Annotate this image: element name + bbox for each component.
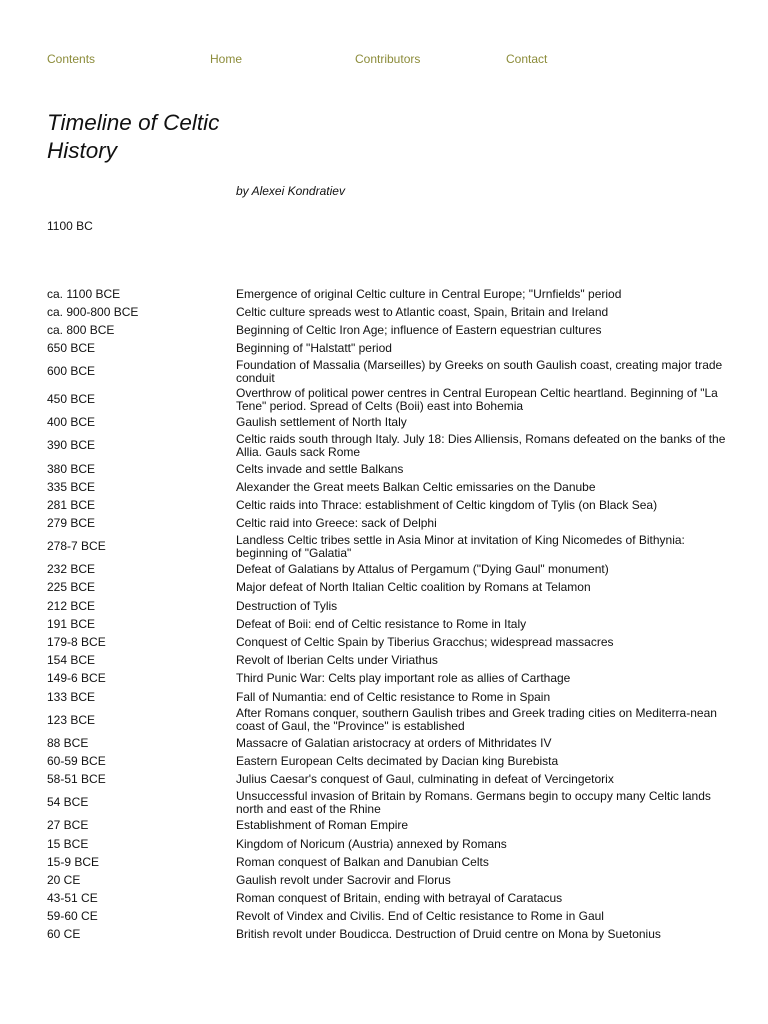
timeline-event: Overthrow of political power centres in Central European Celtic heartland. Beginning of "La Tene" period. Spread of Celts (Boii) east into Bohemia — [236, 385, 718, 413]
timeline-event: Unsuccessful invasion of Britain by Romans. Germans begin to occupy many Celtic lands north and east of the Rhine — [236, 788, 711, 816]
timeline-date: 335 BCE — [47, 479, 96, 494]
timeline-row — [45, 688, 735, 706]
timeline-event: Beginning of "Halstatt" period — [236, 341, 392, 356]
timeline-event: Defeat of Galatians by Attalus of Pergamum ("Dying Gaul" monument) — [236, 562, 609, 577]
timeline-date: 149-6 BCE — [47, 671, 106, 686]
timeline-date: 600 BCE — [47, 364, 96, 379]
timeline-event: Julius Caesar's conquest of Gaul, culminating in defeat of Vercingetorix — [236, 772, 614, 787]
timeline-row — [45, 340, 735, 358]
timeline-event: Conquest of Celtic Spain by Tiberius Gracchus; widespread massacres — [236, 635, 614, 650]
timeline-event: Fall of Numantia: end of Celtic resistance to Rome in Spain — [236, 689, 551, 704]
timeline-row — [45, 579, 735, 597]
timeline-event: Roman conquest of Britain, ending with betrayal of Caratacus — [236, 891, 563, 906]
nav-link-contributors[interactable]: Contributors — [355, 52, 421, 66]
timeline-event: Establishment of Roman Empire — [236, 818, 409, 833]
timeline-row — [45, 414, 735, 432]
timeline-row — [45, 358, 735, 386]
timeline-date: 380 BCE — [47, 461, 96, 476]
timeline-date: ca. 1100 BCE — [47, 286, 121, 301]
timeline-date: 279 BCE — [47, 516, 96, 531]
timeline-date: 232 BCE — [47, 562, 96, 577]
timeline-date: ca. 800 BCE — [47, 322, 115, 337]
timeline-date: 278-7 BCE — [47, 539, 106, 554]
timeline-date: 191 BCE — [47, 616, 96, 631]
timeline-event: Defeat of Boii: end of Celtic resistance to Rome in Italy — [236, 616, 527, 631]
timeline-date: 281 BCE — [47, 497, 96, 512]
timeline-row — [45, 460, 735, 478]
timeline-event: Destruction of Tylis — [236, 598, 338, 613]
timeline-row — [45, 890, 735, 908]
timeline-date: 225 BCE — [47, 580, 96, 595]
timeline-event: Celtic raids south through Italy. July 18: Dies Alliensis, Romans defeated on the banks of the Allia. Gauls sack Rome — [236, 431, 726, 459]
timeline-row — [45, 652, 735, 670]
timeline-row — [45, 561, 735, 579]
timeline-date: 27 BCE — [47, 818, 89, 833]
timeline-date: 60-59 BCE — [47, 753, 106, 768]
nav-link-home[interactable]: Home — [210, 52, 243, 66]
timeline-date: ca. 900-800 BCE — [47, 304, 139, 319]
timeline-event: Foundation of Massalia (Marseilles) by Greeks on south Gaulish coast, creating major trade conduit — [236, 357, 723, 385]
timeline-row — [45, 633, 735, 651]
timeline-date: 179-8 BCE — [47, 635, 106, 650]
timeline-event: Roman conquest of Balkan and Danubian Celts — [236, 854, 489, 869]
era-heading: 1100 BC — [47, 219, 93, 233]
timeline-date: 60 CE — [47, 927, 81, 942]
timeline-row — [45, 752, 735, 770]
timeline-date: 450 BCE — [47, 392, 96, 407]
timeline-row — [45, 835, 735, 853]
timeline-row — [45, 496, 735, 514]
timeline-row — [45, 515, 735, 533]
timeline-date: 58-51 BCE — [47, 772, 106, 787]
timeline-event: Third Punic War: Celts play important role as allies of Carthage — [236, 671, 571, 686]
timeline-event: Celtic culture spreads west to Atlantic coast, Spain, Britain and Ireland — [236, 304, 609, 319]
timeline-event: Kingdom of Noricum (Austria) annexed by Romans — [236, 836, 507, 851]
timeline-row — [45, 908, 735, 926]
timeline-event: Celts invade and settle Balkans — [236, 461, 404, 476]
timeline-date: 650 BCE — [47, 341, 96, 356]
timeline-row — [45, 853, 735, 871]
timeline-body — [45, 285, 735, 944]
timeline-date: 54 BCE — [47, 795, 89, 810]
timeline-event: Celtic raid into Greece: sack of Delphi — [236, 516, 437, 531]
nav-link-contents[interactable]: Contents — [47, 52, 96, 66]
timeline-date: 400 BCE — [47, 415, 96, 430]
timeline-row — [45, 285, 735, 303]
timeline-event: After Romans conquer, southern Gaulish tribes and Greek trading cities on Mediterra-nean coast of Gaul, the "Province" is established — [236, 706, 717, 734]
timeline-date: 123 BCE — [47, 712, 96, 727]
timeline-row — [45, 321, 735, 339]
timeline-date: 20 CE — [47, 872, 81, 887]
timeline-event: Revolt of Vindex and Civilis. End of Celtic resistance to Rome in Gaul — [236, 909, 604, 924]
top-navigation — [0, 52, 768, 68]
timeline-row — [45, 926, 735, 944]
timeline-row — [45, 817, 735, 835]
timeline-event: British revolt under Boudicca. Destruction of Druid centre on Mona by Suetonius — [236, 927, 661, 942]
timeline-event: Beginning of Celtic Iron Age; influence of Eastern equestrian cultures — [236, 322, 602, 337]
timeline-date: 15 BCE — [47, 836, 89, 851]
timeline-event: Massacre of Galatian aristocracy at orders of Mithridates IV — [236, 735, 552, 750]
timeline-row — [45, 871, 735, 889]
timeline-row — [45, 615, 735, 633]
timeline-row — [45, 597, 735, 615]
timeline-event: Landless Celtic tribes settle in Asia Minor at invitation of King Nicomedes of Bithynia: beginning of "Galatia" — [236, 532, 685, 560]
timeline-date: 15-9 BCE — [47, 854, 100, 869]
timeline-row — [45, 432, 735, 460]
timeline-row — [45, 386, 735, 414]
timeline-date: 154 BCE — [47, 653, 96, 668]
timeline-row — [45, 789, 735, 817]
timeline-event: Gaulish revolt under Sacrovir and Florus — [236, 872, 451, 887]
timeline-event: Revolt of Iberian Celts under Viriathus — [236, 653, 438, 668]
timeline-date: 59-60 CE — [47, 909, 98, 924]
timeline-event: Alexander the Great meets Balkan Celtic emissaries on the Danube — [236, 479, 596, 494]
timeline-date: 212 BCE — [47, 598, 96, 613]
timeline-event: Celtic raids into Thrace: establishment of Celtic kingdom of Tylis (on Black Sea) — [236, 497, 658, 512]
timeline-event: Emergence of original Celtic culture in Central Europe; "Urnfields" period — [236, 286, 622, 301]
timeline-row — [45, 533, 735, 561]
timeline-row — [45, 771, 735, 789]
timeline-row — [45, 706, 735, 734]
timeline-event: Eastern European Celts decimated by Dacian king Burebista — [236, 753, 559, 768]
timeline-event: Gaulish settlement of North Italy — [236, 415, 407, 430]
timeline-row — [45, 303, 735, 321]
timeline-row — [45, 734, 735, 752]
page-title: Timeline of Celtic History — [47, 110, 220, 163]
timeline-table — [45, 285, 735, 944]
timeline-date: 43-51 CE — [47, 891, 98, 906]
timeline-event: Major defeat of North Italian Celtic coalition by Romans at Telamon — [236, 580, 591, 595]
timeline-date: 133 BCE — [47, 689, 96, 704]
timeline-date: 390 BCE — [47, 438, 96, 453]
timeline-row — [45, 670, 735, 688]
timeline-date: 88 BCE — [47, 735, 89, 750]
nav-link-contact[interactable]: Contact — [506, 52, 548, 66]
author-byline: by Alexei Kondratiev — [236, 184, 345, 198]
timeline-row — [45, 478, 735, 496]
